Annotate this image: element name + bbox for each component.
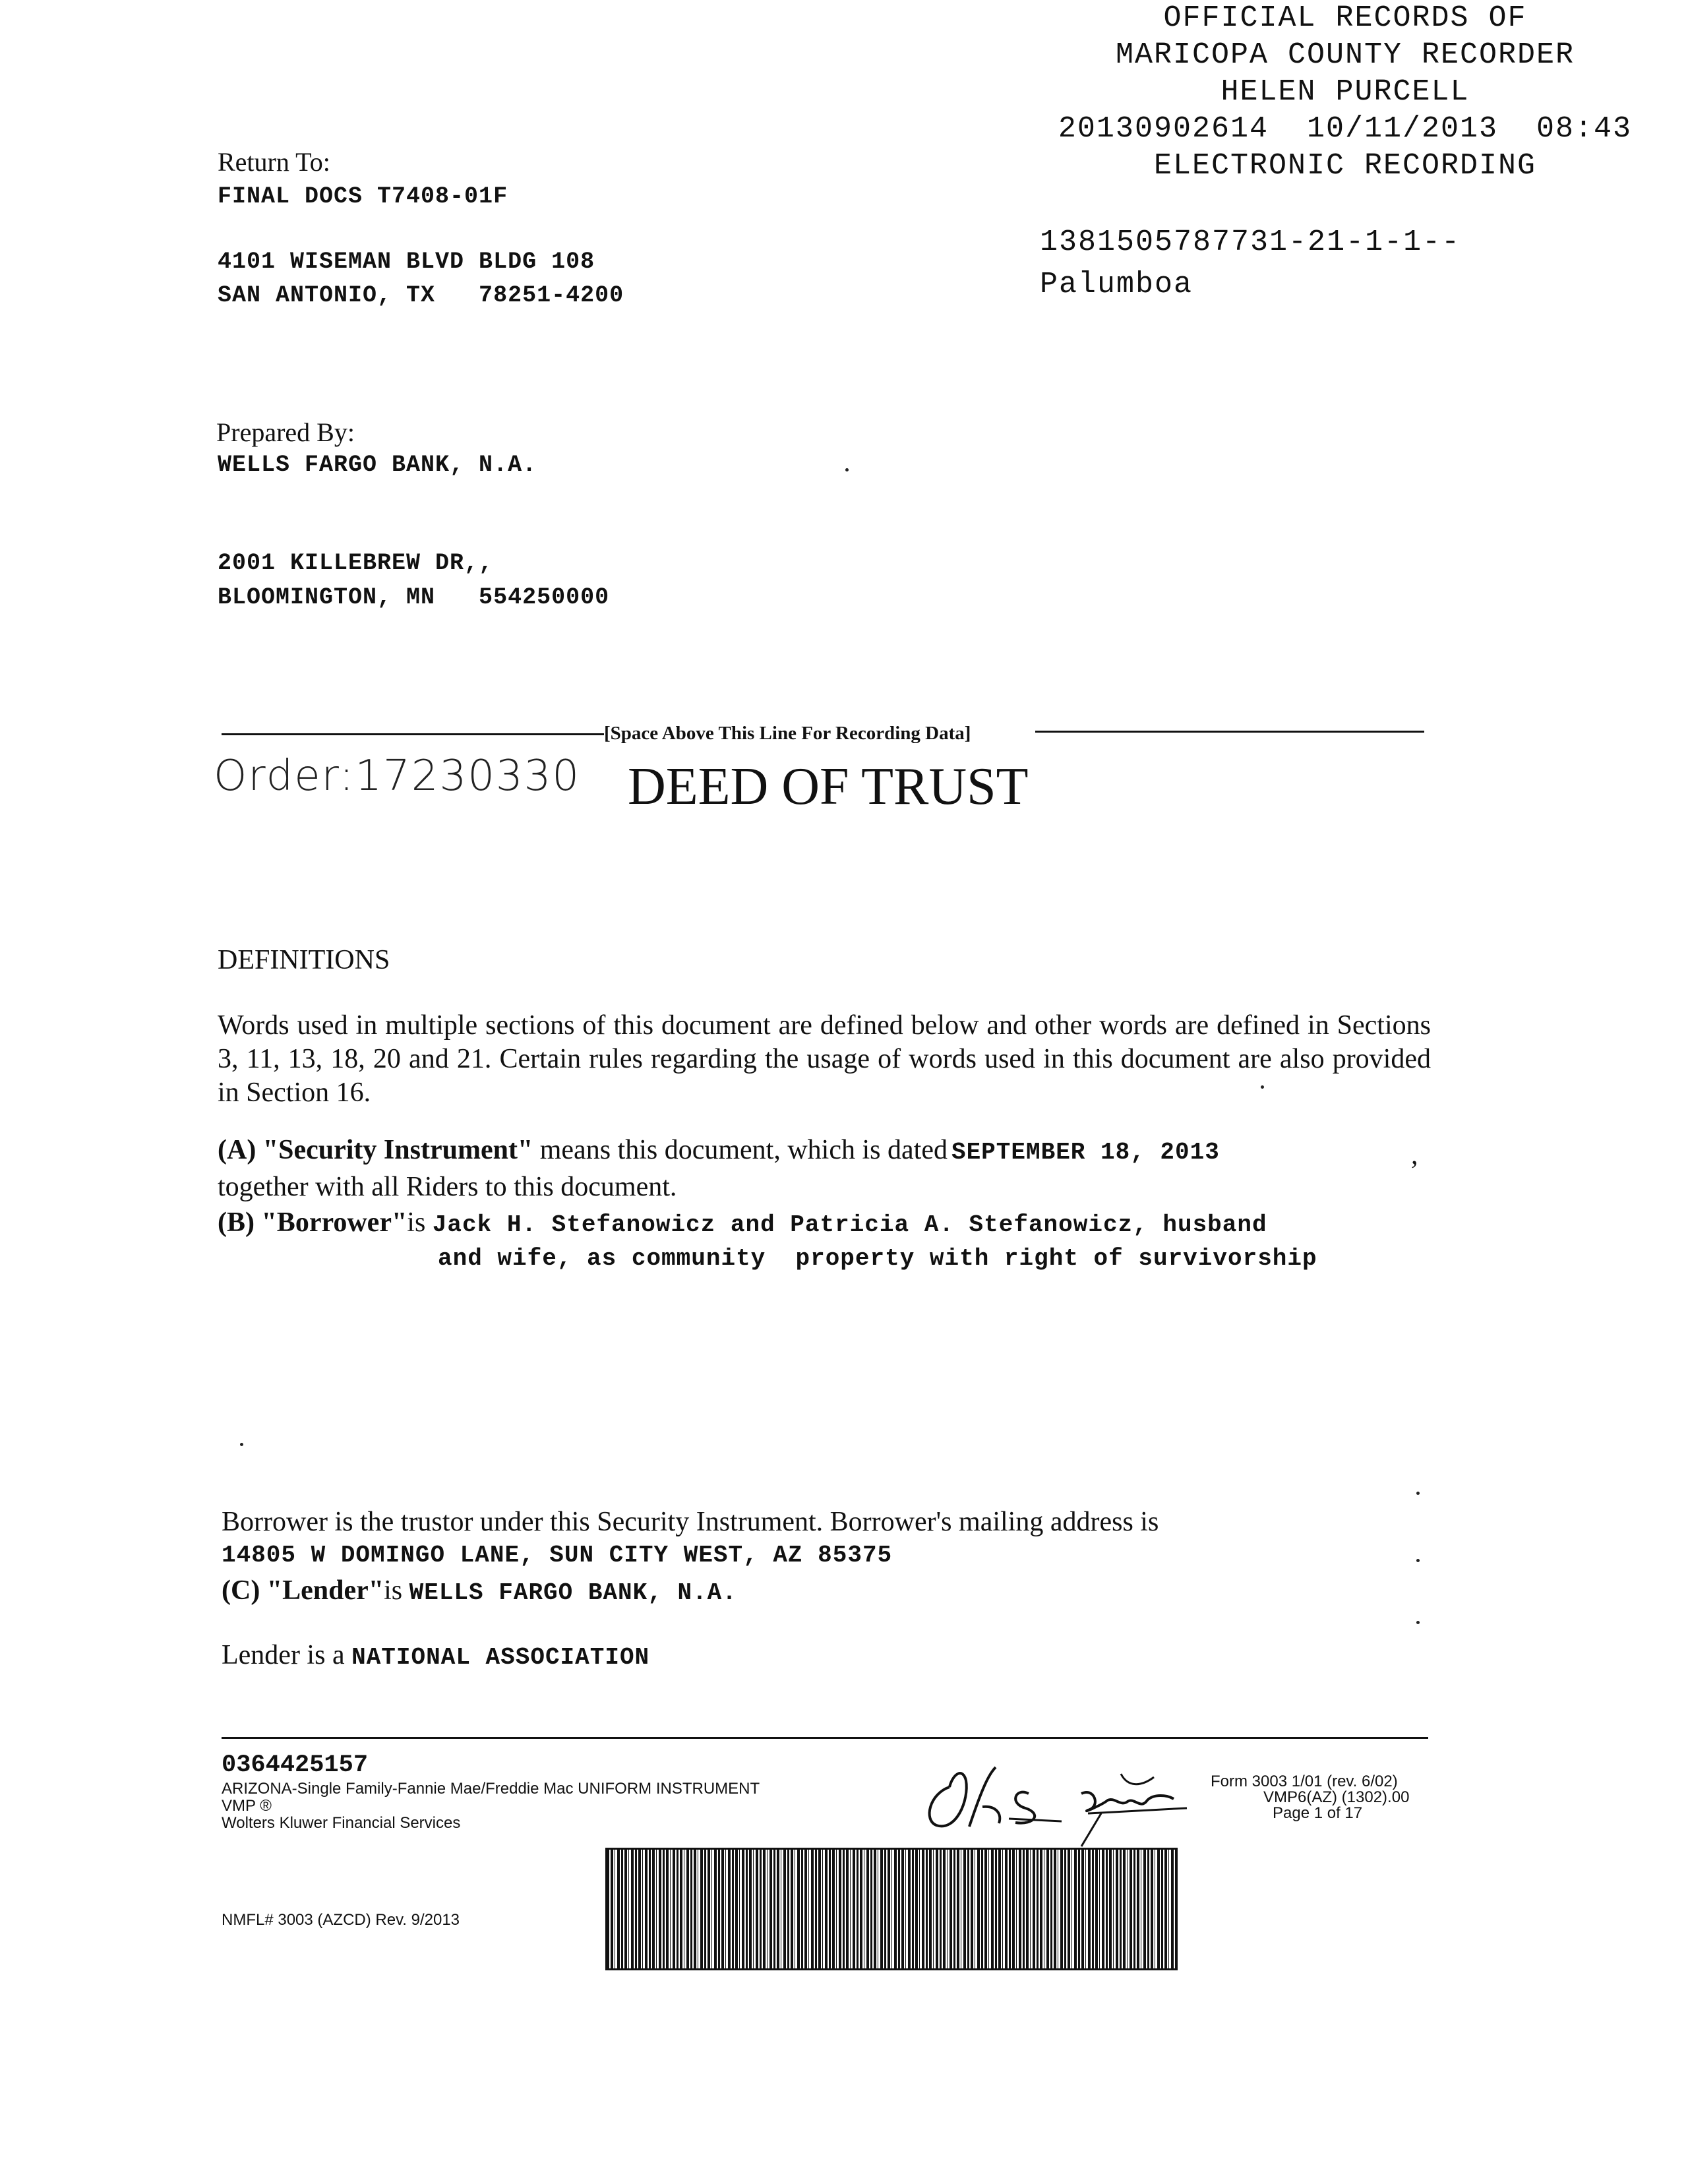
footer-form-description: ARIZONA-Single Family-Fannie Mae/Freddie Mac UNIFORM INSTRUMENT (222, 1780, 760, 1798)
recording-name: Palumboa (1040, 268, 1193, 301)
scan-speck (240, 1443, 243, 1446)
nmfl-form-number: NMFL# 3003 (AZCD) Rev. 9/2013 (222, 1911, 460, 1929)
return-to-name: FINAL DOCS T7408-01F (218, 183, 508, 210)
lender-type-line (222, 1639, 649, 1671)
definition-b (218, 1207, 1267, 1238)
footer-divider (222, 1737, 1428, 1739)
prepared-by-label: Prepared By: (216, 417, 355, 447)
prepared-by-address-2: BLOOMINGTON, MN 554250000 (218, 584, 610, 611)
page-indicator: Page 1 of 17 (1273, 1804, 1363, 1822)
space-above-line-label: [Space Above This Line For Recording Data] (604, 723, 971, 744)
recording-line-3: HELEN PURCELL (1221, 75, 1470, 109)
borrower-mailing-address: 14805 W DOMINGO LANE, SUN CITY WEST, AZ 85375 (222, 1542, 893, 1569)
footer-vmp: VMP ® (222, 1797, 272, 1815)
recording-divider-left (222, 733, 604, 735)
definition-b-is: is (407, 1207, 433, 1238)
return-to-address-1: 4101 WISEMAN BLVD BLDG 108 (218, 249, 595, 275)
borrower-names: Jack H. Stefanowicz and Patricia A. Stefanowicz, husband (432, 1211, 1267, 1238)
scan-speck (1261, 1085, 1264, 1089)
definitions-heading: DEFINITIONS (218, 945, 390, 975)
recording-line-1: OFFICIAL RECORDS OF (1163, 1, 1527, 35)
definition-a-text-2: together with all Riders to this document. (218, 1172, 677, 1202)
scan-speck (845, 468, 849, 471)
prepared-by-address-1: 2001 KILLEBREW DR,, (218, 550, 494, 576)
loan-number: 0364425157 (222, 1751, 369, 1779)
definition-a-label: (A) "Security Instrument" (218, 1135, 533, 1165)
definition-a-text: means this document, which is dated (533, 1135, 948, 1165)
recording-header (1029, 0, 1662, 185)
recording-type: ELECTRONIC RECORDING (1153, 149, 1537, 183)
recording-divider-right (1035, 731, 1424, 733)
scan-speck (1416, 1559, 1420, 1562)
lender-is-text: Lender is a (222, 1640, 352, 1670)
return-to-address-2: SAN ANTONIO, TX 78251-4200 (218, 282, 624, 309)
definition-c-label: (C) "Lender" (222, 1575, 384, 1606)
trustor-statement: Borrower is the trustor under this Security Instrument. Borrower's mailing address is (222, 1507, 1159, 1537)
recording-doc-id-block (1040, 222, 1461, 306)
security-instrument-date: SEPTEMBER 18, 2013 (951, 1139, 1220, 1166)
definition-a (218, 1134, 1220, 1166)
borrower-initials-signature (903, 1747, 1193, 1853)
definitions-intro: Words used in multiple sections of this document are defined below and other words are defined in Sections 3, 11, 13, 18, 20 and 21. Certain rules regarding the usage of words used in this document are also provided in Section 16. (218, 1010, 1431, 1108)
return-to-label: Return To: (218, 147, 330, 177)
recording-line-2: MARICOPA COUNTY RECORDER (1115, 38, 1575, 72)
footer-publisher: Wolters Kluwer Financial Services (222, 1814, 461, 1832)
scan-speck (1416, 1492, 1420, 1495)
recording-doc-id: 1381505787731-21-1-1-- (1040, 226, 1461, 259)
lender-type: NATIONAL ASSOCIATION (351, 1644, 650, 1671)
definition-c-is: is (384, 1575, 409, 1606)
definition-c (222, 1575, 737, 1606)
definition-b-label: (B) "Borrower" (218, 1207, 407, 1238)
borrower-vesting: and wife, as community property with right of survivorship (438, 1245, 1317, 1272)
document-barcode (605, 1848, 1178, 1970)
prepared-by-name: WELLS FARGO BANK, N.A. (218, 452, 537, 478)
recording-number-date-time: 20130902614 10/11/2013 08:43 (1058, 112, 1633, 146)
handwritten-order-note: Order:17230330 (214, 752, 581, 801)
definition-a-comma: , (1411, 1140, 1418, 1170)
vmp-code: VMP6(AZ) (1302).00 (1263, 1788, 1410, 1806)
form-number: Form 3003 1/01 (rev. 6/02) (1211, 1773, 1398, 1790)
lender-name: WELLS FARGO BANK, N.A. (409, 1579, 737, 1606)
form-info (1211, 1774, 1428, 1821)
document-title: DEED OF TRUST (628, 758, 1029, 816)
scan-speck (1416, 1621, 1420, 1624)
